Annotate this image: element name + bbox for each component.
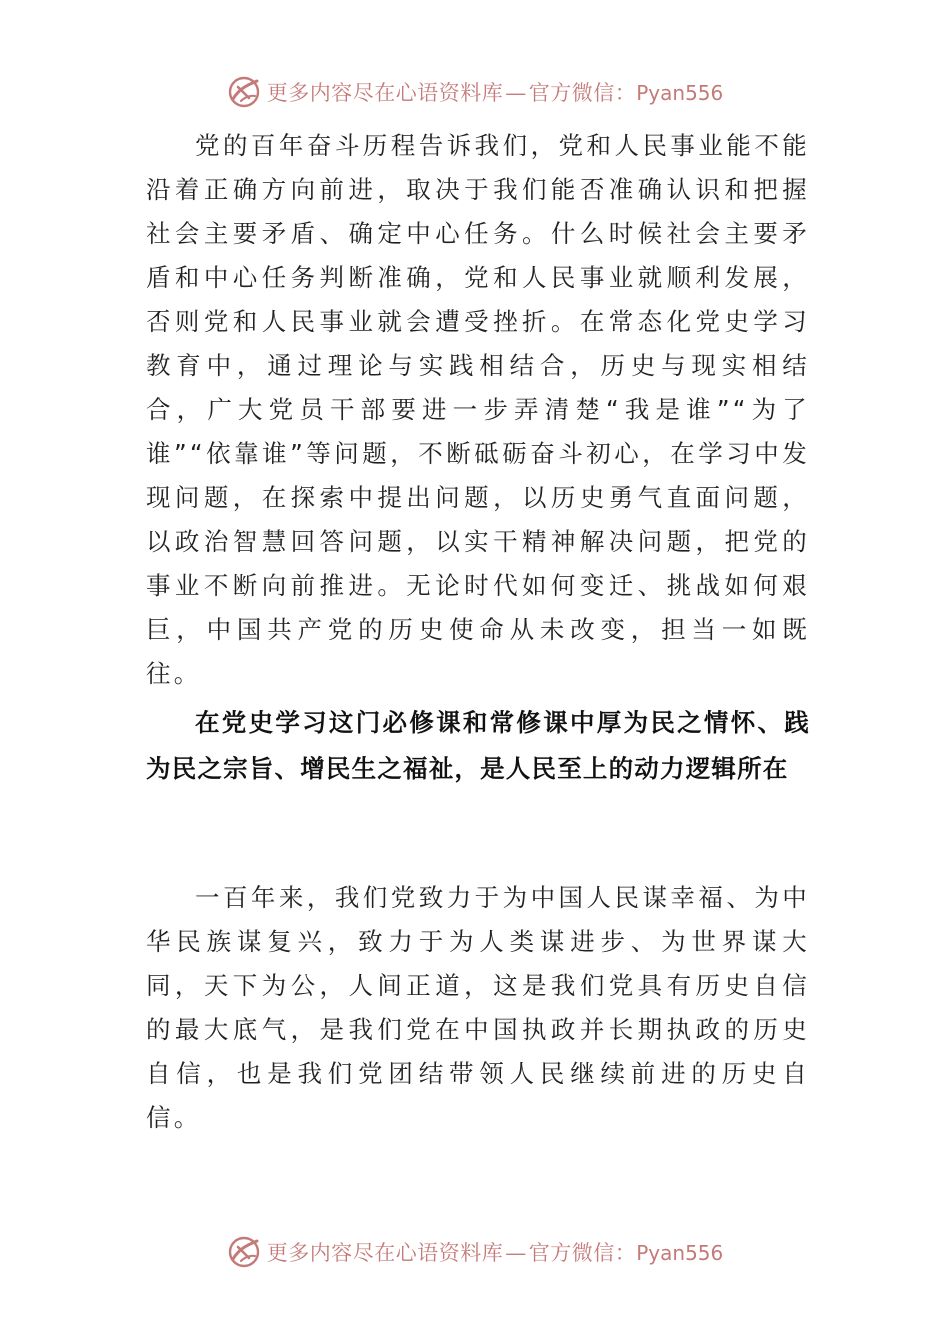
watermark-library-name: 更多内容尽在心语资料库	[266, 1241, 504, 1265]
watermark-wechat-label: 官方微信：	[528, 81, 637, 105]
watermark-text	[267, 77, 724, 107]
seal-logo-icon	[227, 1235, 261, 1269]
watermark-account: Pyan556	[636, 81, 724, 105]
section-heading: 在党史学习这门必修课和常修课中厚为民之情怀、践为民之宗旨、增民生之福祉，是人民至上的动力逻辑所在	[146, 708, 810, 783]
footer-watermark	[0, 1234, 950, 1270]
header-watermark	[0, 74, 950, 110]
seal-logo-icon	[227, 75, 261, 109]
watermark-separator: —	[505, 81, 527, 105]
watermark-separator: —	[505, 1241, 527, 1265]
body-paragraph-2: 一百年来，我们党致力于为中国人民谋幸福、为中华民族谋复兴，致力于为人类谋进步、为世界谋大同，天下为公，人间正道，这是我们党具有历史自信的最大底气，是我们党在中国执政并长期执政的历史自信，也是我们党团结带领人民继续前进的历史自信。	[146, 883, 810, 1132]
watermark-wechat-label: 官方微信：	[528, 1241, 637, 1265]
watermark-library-name: 更多内容尽在心语资料库	[266, 81, 504, 105]
watermark-account: Pyan556	[636, 1241, 724, 1265]
watermark-text	[267, 1237, 724, 1267]
body-paragraph-1: 党的百年奋斗历程告诉我们，党和人民事业能不能沿着正确方向前进，取决于我们能否准确认识和把握社会主要矛盾、确定中心任务。什么时候社会主要矛盾和中心任务判断准确，党和人民事业就顺利发展，否则党和人民事业就会遭受挫折。在常态化党史学习教育中，通过理论与实践相结合，历史与现实相结合，广大党员干部要进一步弄清楚“我是谁”“为了谁”“依靠谁”等问题，不断砥砺奋斗初心，在学习中发现问题，在探索中提出问题，以历史勇气直面问题，以政治智慧回答问题，以实干精神解决问题，把党的事业不断向前推进。无论时代如何变迁、挑战如何艰巨，中国共产党的历史使命从未改变，担当一如既往。	[146, 131, 810, 688]
